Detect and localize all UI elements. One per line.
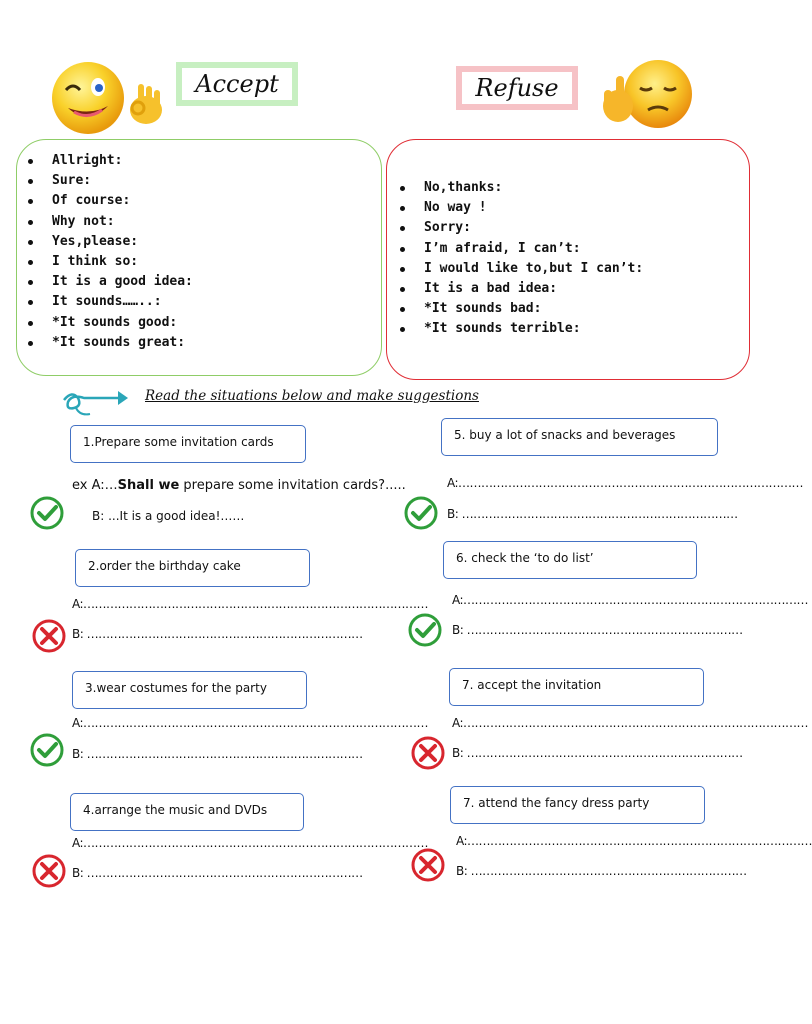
refuse-heading: Refuse	[456, 66, 578, 110]
accept-phrases-list	[26, 151, 193, 353]
refuse-phrases-list	[398, 178, 643, 340]
list-item: Sure:	[26, 171, 193, 191]
cross-icon	[31, 618, 67, 654]
situation-box-2: 2.order the birthday cake	[75, 549, 310, 587]
check-icon	[29, 732, 65, 768]
situation-box-6: 6. check the ‘to do list’	[443, 541, 697, 579]
answer-b-line: B: ………………………………………………………………	[447, 507, 738, 521]
situation-box-3: 3.wear costumes for the party	[72, 671, 307, 709]
list-item: *It sounds great:	[26, 333, 193, 353]
list-item: *It sounds good:	[26, 313, 193, 333]
answer-a-line: A:………………………………………………………………………………	[72, 836, 429, 850]
answer-b-line: B: ………………………………………………………………	[452, 746, 743, 760]
situation-box-4: 4.arrange the music and DVDs	[70, 793, 304, 831]
situation-box-1: 1.Prepare some invitation cards	[70, 425, 306, 463]
answer-a-line: A:………………………………………………………………………………	[447, 476, 804, 490]
list-item: Allright:	[26, 151, 193, 171]
list-item: *It sounds bad:	[398, 299, 643, 319]
answer-a-line: A:………………………………………………………………………………	[72, 597, 429, 611]
decorative-arrow-icon	[60, 386, 132, 422]
answer-b-line: B: ………………………………………………………………	[72, 627, 363, 641]
answer-a-line: A:………………………………………………………………………………	[452, 593, 809, 607]
answer-a-line: A:………………………………………………………………………………	[452, 716, 809, 730]
list-item: I would like to,but I can’t:	[398, 259, 643, 279]
list-item: Of course:	[26, 191, 193, 211]
list-item: Why not:	[26, 212, 193, 232]
answer-b-line: B: ………………………………………………………………	[72, 866, 363, 880]
winking-ok-emoji-icon	[48, 60, 168, 136]
answer-a-line: A:………………………………………………………………………………	[72, 716, 429, 730]
instruction-text: Read the situations below and make suggestions	[145, 388, 479, 404]
check-icon	[407, 612, 443, 648]
check-icon	[403, 495, 439, 531]
example-a-rest: prepare some invitation cards?.....	[179, 478, 406, 493]
list-item: I’m afraid, I can’t:	[398, 239, 643, 259]
list-item: I think so:	[26, 252, 193, 272]
list-item: It is a good idea:	[26, 272, 193, 292]
check-icon	[29, 495, 65, 531]
answer-b-line: B: ………………………………………………………………	[456, 864, 747, 878]
list-item: *It sounds terrible:	[398, 319, 643, 339]
answer-b-line: B: ………………………………………………………………	[72, 747, 363, 761]
accept-heading: Accept	[176, 62, 298, 106]
list-item: Yes,please:	[26, 232, 193, 252]
situation-box-8: 7. attend the fancy dress party	[450, 786, 705, 824]
example-a-prefix: ex A:…	[72, 478, 118, 493]
example-b-line: B: ...It is a good idea!……	[92, 509, 245, 523]
cross-icon	[410, 735, 446, 771]
cross-icon	[31, 853, 67, 889]
answer-a-line: A:………………………………………………………………………………	[456, 834, 812, 848]
situation-box-7: 7. accept the invitation	[449, 668, 704, 706]
example-a-bold: Shall we	[117, 478, 180, 493]
list-item: Sorry:	[398, 218, 643, 238]
list-item: It is a bad idea:	[398, 279, 643, 299]
tired-hand-emoji-icon	[594, 58, 696, 132]
answer-b-line: B: ………………………………………………………………	[452, 623, 743, 637]
cross-icon	[410, 847, 446, 883]
situation-box-5: 5. buy a lot of snacks and beverages	[441, 418, 718, 456]
list-item: It sounds……..:	[26, 292, 193, 312]
list-item: No way !	[398, 198, 643, 218]
example-a-line	[72, 478, 406, 493]
list-item: No,thanks:	[398, 178, 643, 198]
